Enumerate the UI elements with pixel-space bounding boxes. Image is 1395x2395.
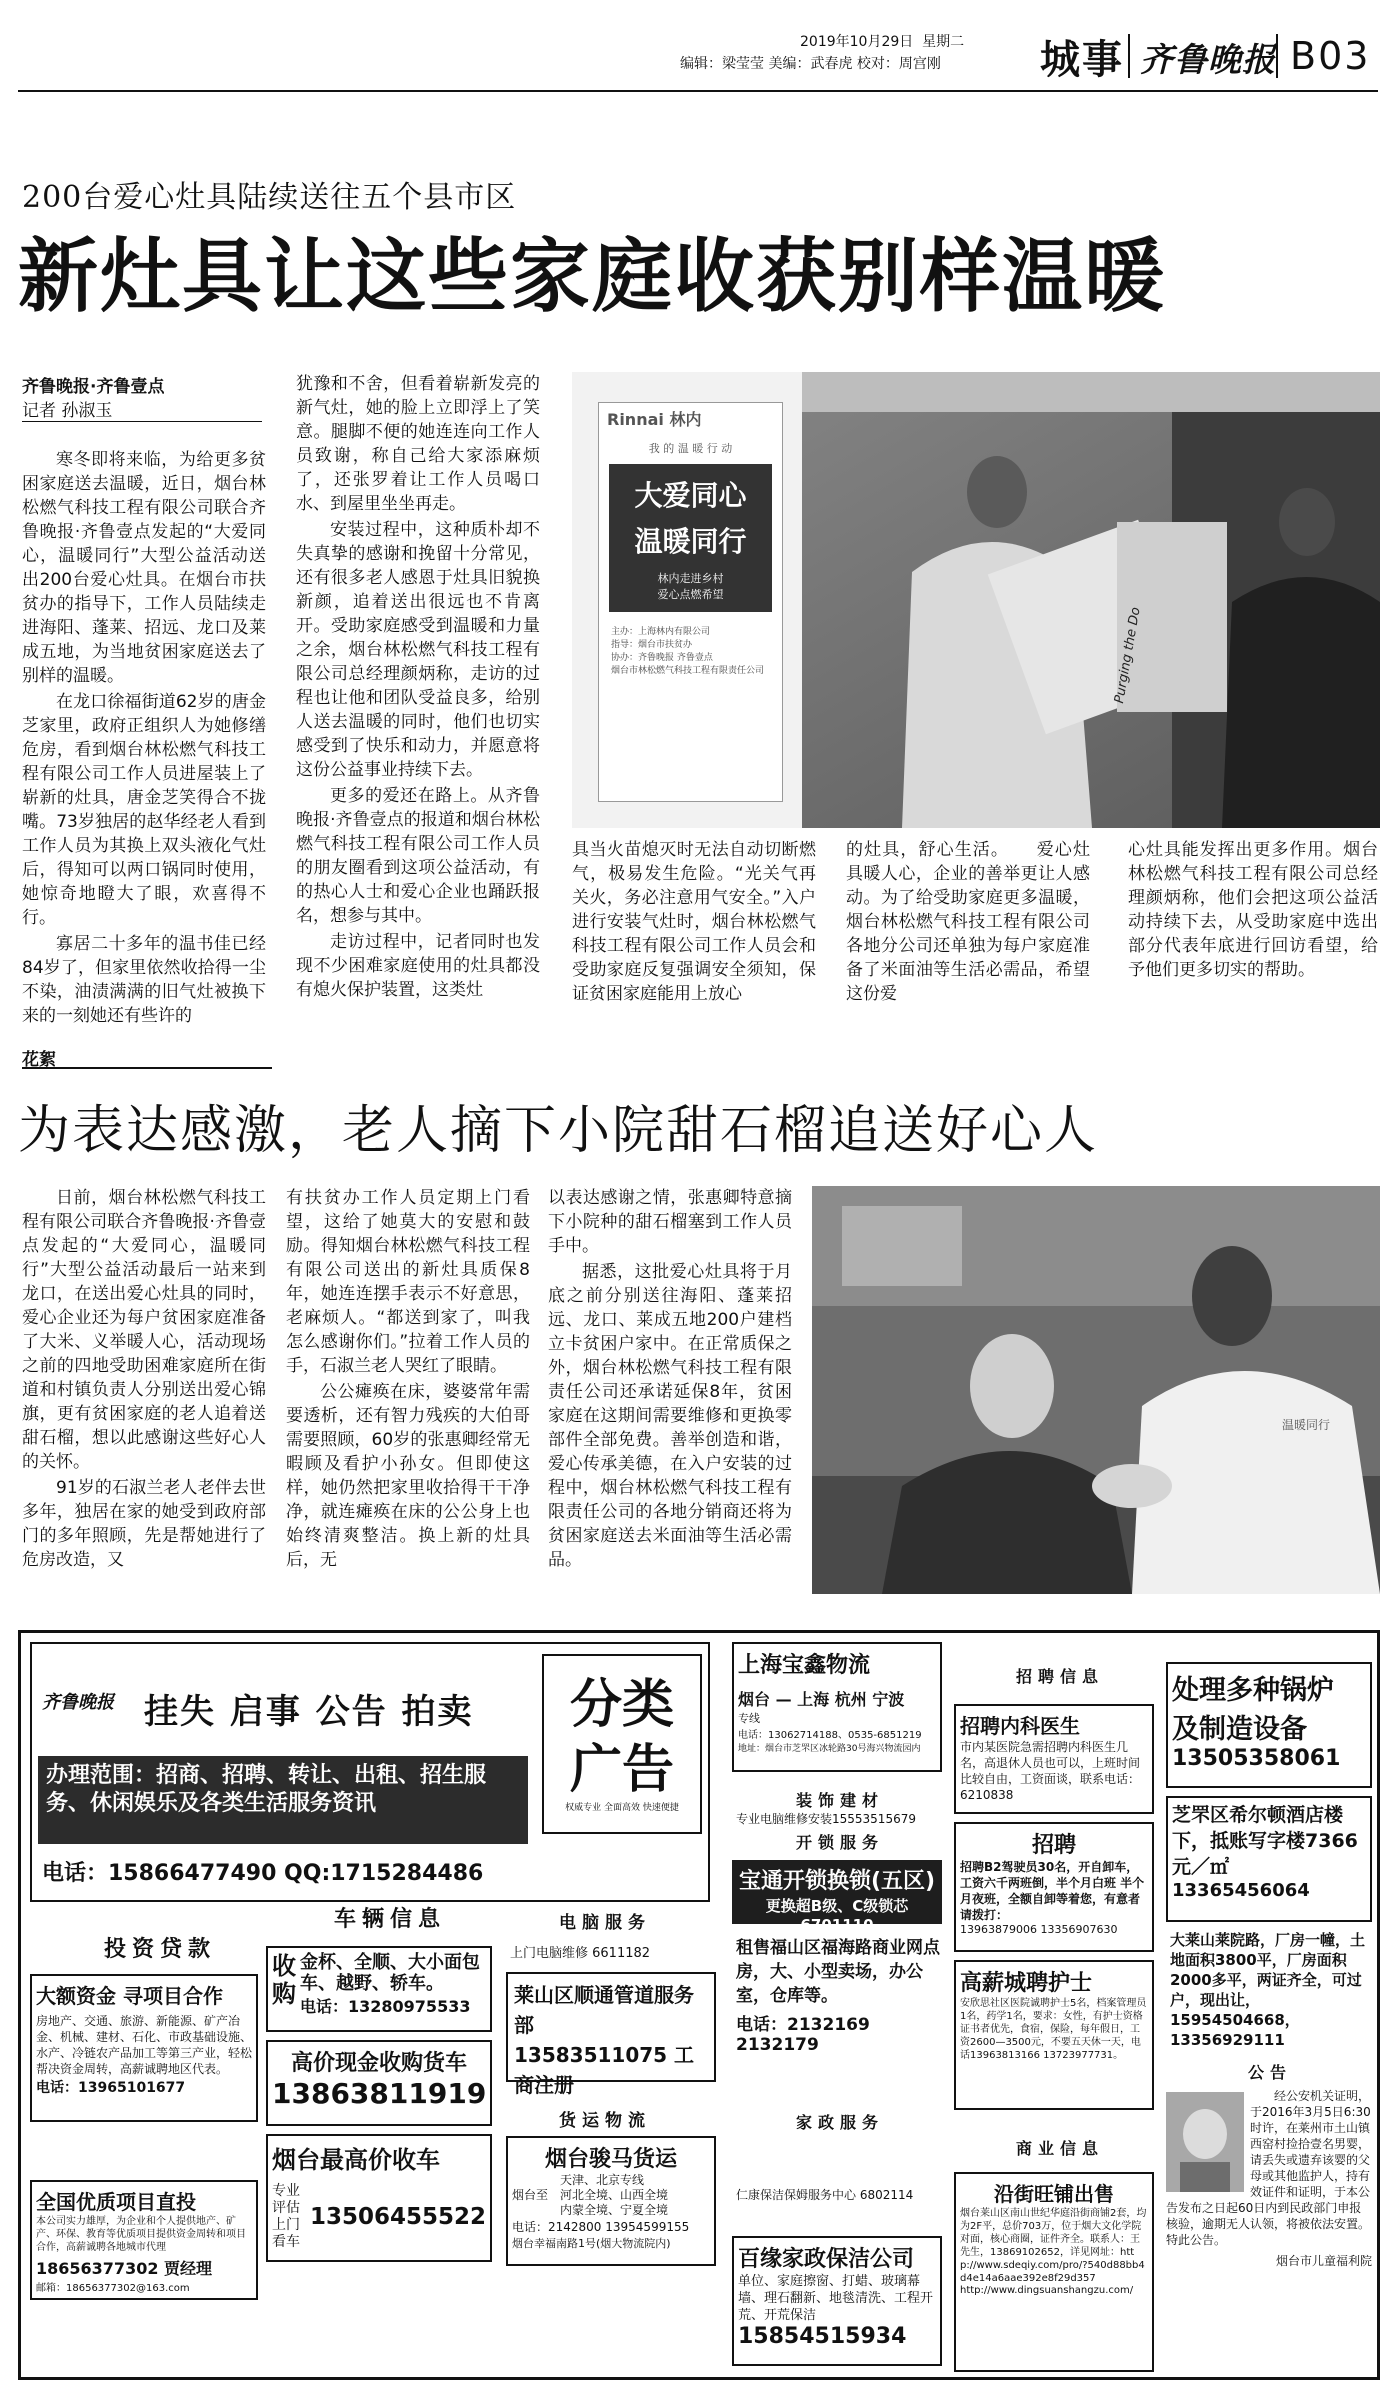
poster-slogan-2: 温暖同行 [634,525,747,558]
ad-body: 市内某医院急需招聘内科医生几名，高退休人员也可以，上班时间比较自由，工资面谈，联系电话：6210838 [960,1740,1141,1802]
ad-phone: 电话：2142800 13954599155 [512,2220,690,2234]
ad-title: 宝通开锁换锁(五区) [738,1869,936,1894]
paragraph: 的灶具，舒心生活。 爱心灶具暖人心，企业的善举更让人感动。为了给受助家庭更多温暖，烟台林松燃气科技工程有限公司各地分公司还单独为每户家庭准备了米面油等生活必需品，希望这份爱 [846,840,1090,1004]
ad-line: 上门看车 [272,2217,300,2250]
header-rule [18,90,1378,92]
poster-organizer: 主办：上海林内有限公司 [611,627,711,637]
ad-truck-buy [266,2040,492,2126]
ad-finance-2 [30,2180,258,2300]
article2-col1 [22,1186,266,1574]
ad-body: 房地产、交通、旅游、新能源、矿产冶金、机械、建材、石化、市政基础设施、水产、冷链农产品加工等第三产业，轻松帮决资金周转，高薪诚聘地区代表。 [36,2014,253,2076]
paragraph: 安装过程中，这种质朴却不失真挚的感谢和挽留十分常见，还有很多老人感恩于灶具旧貌换新颜，追着送出很远也不肯离开。受助家庭感受到温暖和力量之余，烟台林松燃气科技工程有限公司总经理颜炳称，走访的过程也让他和团队受益良多，给别人送去温暖的同时，他们也切实感受到了快乐和动力，并愿意将这份公益事业持续下去。 [296,520,540,780]
article1-col2 [296,372,540,1004]
ad-phone: 13505358061 [1172,1746,1341,1771]
category-notice: 公告 [1247,2063,1292,2082]
ad-computer: 上门电脑维修 6611182 [510,1946,651,1961]
baby-photo [1166,2092,1244,2192]
ad-phone: 13583511075 工商注册 [514,2043,695,2097]
ad-badge: 收购 [272,1952,296,2008]
poster-sub-1: 林内走进乡村 [657,572,724,585]
article-headline: 新灶具让这些家庭收获别样温暖 [18,229,1166,323]
main-ad-headline: 挂失 启事 公告 拍卖 [144,1692,474,1732]
ad-phone: 15854515934 [738,2324,907,2349]
ad-title: 高价现金收购货车 [290,2051,467,2076]
notice-ad [1166,2088,1372,2372]
ad-phone: 电话：2132169 2132179 [736,2015,870,2055]
ad-body: 本公司实力雄厚，为企业和个人提供地产、矿产、环保、教育等优质项目提供资金周转和项目合作，高薪诚聘各地城市代理 [36,2216,246,2253]
ad-title: 烟台骏马货运 [544,2147,677,2172]
badge-bottom: 广告 [569,1740,674,1800]
article-subtitle: 200台爱心灶具陆续送往五个县市区 [22,180,517,215]
paragraph: 日前，烟台林松燃气科技工程有限公司联合齐鲁晚报·齐鲁壹点发起的“大爱同心，温暖同行”大型公益活动最后一站来到龙口，在送出爱心灶具的同时，爱心企业还为每户贫困家庭准备了大米、义举暖人心，活动现场之前的四地受助困难家庭所在街道和村镇负责人分别送出爱心锦旗，更有贫困家庭的老人追着送甜石榴，想以此感谢这些好心人的关怀。 [22,1188,266,1472]
ad-route: 烟台 — 上海 杭州 宁波 [738,1690,905,1709]
ad-body: 安欣思社区医院诚聘护士5名，档案管理员1名，药学1名，要求：女性，有护士资格证书者优先，食宿，保险，每年假日，工资2600—3500元，不要五天休一天，电话13963813166 13723977731。 [960,1998,1147,2061]
badge-top: 分类 [569,1675,674,1735]
page-number: B03 [1290,34,1371,78]
article2-headline: 为表达感激，老人摘下小院甜石榴追送好心人 [18,1101,1099,1161]
ad-title: 处理多种锅炉 [1172,1675,1334,1706]
notice-signature: 烟台市儿童福利院 [1275,2254,1372,2268]
poster-brand: Rinnai 林内 [607,410,702,429]
ad-housekeeping [732,2236,942,2366]
ad-website: http://www.dingsuanshangzu.com/ [960,2285,1134,2296]
ad-title: 芝罘区希尔顿酒店楼下，抵账写字楼7366元／㎡ [1172,1804,1358,1878]
ad-phone: 电话：13965101677 [36,2080,186,2096]
paragraph: 走访过程中，记者同时也发现不少困难家庭使用的灶具都没有熄火保护装置，这类灶 [296,932,540,1000]
issue-date: 2019年10月29日 星期二 [800,34,965,50]
section-tag [22,1045,272,1069]
paragraph: 更多的爱还在路上。从齐鲁晚报·齐鲁壹点的报道和烟台林松燃气科技工程有限公司工作人员的朋友圈看到这项公益活动，有的热心人士和爱心企业也踊跃报名，想参与其中。 [296,786,540,926]
article1-photo [572,372,1380,828]
ad-job-driver [954,1822,1154,1952]
article2-col3 [548,1186,792,1574]
ad-finance-1 [30,1974,258,2122]
poster-guide: 指导：烟台市扶贫办 [611,640,693,650]
ad-address: 地址：烟台市芝罘区冰轮路30号海兴物流园内 [738,1744,921,1754]
ad-rent [736,1936,942,2055]
ad-title: 烟台最高价收车 [272,2146,440,2174]
ad-lock [732,1860,942,1934]
classified-badge [542,1654,702,1834]
paragraph: 心灶具能发挥出更多作用。烟台林松燃气科技工程有限公司总经理颜炳称，他们会把这项公益活动持续下去，从受助家庭中选出部分代表年底进行回访看望，给予他们更多切实的帮助。 [1128,840,1378,980]
ad-freight [506,2136,716,2266]
ad-phone: 13863811919 [272,2077,487,2110]
ad-car-top-price [266,2134,492,2262]
paragraph: 公公瘫痪在床，婆婆常年需要透析，还有智力残疾的大伯哥需要照顾，60岁的张惠卿经常无暇顾及看护小孙女。但即使这样，她仍然把家里收拾得干干净净，就连瘫痪在床的公公身上也始终清爽整洁。换上新的灶具后，无 [286,1382,530,1570]
paragraph: 寡居二十多年的温书佳已经84岁了，但家里依然收拾得一尘不染，油渍满满的旧气灶被换下来的一刻她还有些许的 [22,934,266,1026]
scope-text: 招商、招聘、转让、出租、招生服务、休闲娱乐及各类生活服务资讯 [46,1763,487,1816]
promo-poster [598,402,783,802]
ad-line: 内蒙全境、宁夏全境 [560,2203,669,2217]
ad-cleaning-center: 仁康保洁保姆服务中心 6802114 [736,2188,914,2202]
newspaper-logo: 齐鲁晚报 [42,1692,114,1713]
ad-title: 百缘家政保洁公司 [738,2247,915,2272]
article2-photo [812,1186,1380,1594]
article1-col5 [1128,838,1378,984]
byline-reporter: 记者 孙淑玉 [22,396,262,422]
ad-shop-sale [954,2172,1154,2372]
article1-col3 [572,838,816,1008]
ad-title: 莱山区顺通管道服务部 [514,1983,694,2037]
ad-hotel-office [1166,1796,1372,1922]
ad-boiler [1166,1662,1372,1788]
poster-tagline: 我 的 温 暖 行 动 [648,442,733,455]
ad-phone: 18656377302 贾经理 [36,2259,213,2278]
ad-line: 烟台至 [512,2188,549,2202]
ad-body: 金杯、全顺、大小面包车、越野、轿车。 [300,1952,480,1994]
poster-sub-2: 爱心点燃希望 [657,588,724,601]
ad-phone: 电话：13062714188、0535-6851219 [738,1730,922,1741]
ad-title: 全国优质项目直投 [36,2190,196,2214]
ad-job-doctor [954,1704,1154,1814]
brand-logo: 齐鲁晚报 [1140,40,1276,79]
ad-title: 大额资金 寻项目合作 [36,1984,223,2008]
section-name: 城事 [1040,36,1124,83]
byline-outlet: 齐鲁晚报·齐鲁壹点 [22,377,165,397]
tag-label: 花絮 [22,1050,56,1070]
category-jobs: 招聘信息 [1015,1667,1104,1686]
paragraph: 在龙口徐福街道62岁的唐金芝家里，政府正组织人为她修缮危房，看到烟台林松燃气科技工程有限公司工作人员进屋装上了崭新的灶具，唐金芝笑得合不拢嘴。73岁独居的赵华经老人看到工作人员为其换上双头液化气灶后，得知可以两口锅同时使用，她惊奇地瞪大了眼，欢喜得不行。 [22,692,266,928]
article2-col2 [286,1186,530,1574]
ad-title: 招聘 [1031,1833,1076,1858]
notice-body: 经公安机关证明，于2016年3月5日6:30时许，在莱州市土山镇西窑村捡拾壹名男婴，请丢失或遗弃该婴的父母或其他监护人，持有效证件和证明，于本公告发布之日起60日内到民政部门申报核验，逾期无人认领，将被依法安置。特此公告。 [1166,2089,1371,2247]
category-finance: 投资贷款 [103,1937,216,1962]
ad-phone: 13365456064 [1172,1880,1310,1901]
category-business: 商业信息 [1015,2139,1104,2158]
ad-plant: 大莱山莱院路，厂房一幢，土地面积3800平，厂房面积2000多平，两证齐全，可过户，现出让，15954504668，13356929111 [1170,1931,1366,2049]
paragraph: 有扶贫办工作人员定期上门看望，这给了她莫大的安慰和鼓励。得知烟台林松燃气科技工程有限公司送出的新灶具质保8年，她连连摆手表示不好意思，老麻烦人。“都送到家了，叫我怎么感谢你们。”拉着工作人员的手，石淑兰老人哭红了眼睛。 [286,1188,530,1376]
category-logistics: 货运物流 [559,2111,651,2131]
ad-title: 及制造设备 [1172,1714,1307,1745]
paragraph: 以表达感谢之情，张惠卿特意摘下小院种的甜石榴塞到工作人员手中。 [548,1188,792,1256]
ad-title: 上海宝鑫物流 [738,1653,871,1678]
category-decor: 装饰建材 [795,1791,884,1810]
paragraph: 犹豫和不舍，但看着崭新发亮的新气灶，她的脸上立即浮上了笑意。腿脚不便的她连连向工作人员致谢，称自己给大家添麻烦了，还张罗着让工作人员喝口水、到屋里坐坐再走。 [296,374,540,514]
ad-line: 专业评估 [272,2183,300,2216]
paragraph: 具当火苗熄灭时无法自动切断燃气，极易发生危险。“光关气再关火，务必注意用气安全。”入户进行安装气灶时，烟台林松燃气科技工程有限公司工作人员会和受助家庭反复强调安全须知，保证贫困家庭能用上放心 [572,840,816,1004]
paragraph: 寒冬即将来临，为给更多贫困家庭送去温暖，近日，烟台林松燃气科技工程有限公司联合齐鲁晚报·齐鲁壹点发起的“大爱同心，温暖同行”大型公益活动送出200台爱心灶具。在烟台市扶贫办的指导下，工作人员陆续走进海阳、蓬莱、招远、龙口及莱成五地，为当地贫困家庭送去了别样的温暖。 [22,450,266,686]
ad-title: 招聘内科医生 [960,1714,1080,1738]
elderly-woman-thanks-volunteer-photo [812,1186,1380,1594]
scope-box [38,1756,528,1844]
ad-body: 招聘B2驾驶员30名，开自卸车，工资六千两班倒，半个月白班 半个月夜班，全额自卸等着您，有意者请拨打： [960,1860,1145,1922]
box-print: Purging the Do [1112,606,1144,705]
ad-title: 沿街旺铺出售 [994,2182,1114,2206]
banner-text: 温暖同行 [1282,1418,1331,1432]
poster-co-organizer: 协办：齐鲁晚报 齐鲁壹点 [611,653,713,663]
article1-col4 [846,838,1090,1008]
scope-label: 办理范围： [46,1763,157,1788]
poster-company: 烟台市林松燃气科技工程有限责任公司 [611,666,765,676]
ad-line: 天津、北京专线 [560,2173,645,2187]
poster-slogan-1: 大爱同心 [634,479,747,512]
category-computer: 电脑服务 [559,1913,651,1933]
editor-line: 编辑：梁莹莹 美编：武春虎 校对：周宫刚 [680,56,941,72]
article1-col1 [22,448,266,1030]
paragraph: 据悉，这批爱心灶具将于月底之前分别送往海阳、蓬莱招远、龙口、莱成五地200户建档立卡贫困户家中。在正常质保之外，烟台林松燃气科技工程有限责任公司还承诺延保8年，贫困家庭在这期间需要维修和更换零部件全部免费。善举创造和谐，爱心传承美德，在入户安装的过程中，烟台林松燃气科技工程有限责任公司的各地分销商还将为贫困家庭送去米面油等生活必需品。 [548,1262,792,1570]
category-lock: 开锁服务 [795,1833,884,1852]
ad-phone: 更换超B级、C级锁芯6701110 [765,1897,909,1934]
classified-main-ad [30,1642,710,1902]
ad-phone: 电话：13280975533 [300,1997,471,2016]
ad-phone: 13963879006 13356907630 [960,1923,1118,1936]
paragraph: 91岁的石淑兰老人老伴去世多年，独居在家的她受到政府部门的多年照顾，先是帮她进行了危房改造，又 [22,1478,266,1570]
badge-note: 权威专业 全面高效 快速便捷 [565,1803,679,1813]
ad-body: 烟台莱山区南山世纪华庭沿街商铺2套，均为2F平，总价703万，位于烟大文化学院对面，核心商圈，证件齐全。联系人：王先生，13869102652，详见网址：http://www.sdeqiy.com/pro/?540d88bb4d4e14a6aae392e8f29d357 [960,2208,1147,2284]
ad-line: 河北全境、山西全境 [560,2188,669,2202]
ad-body: 单位、家庭擦窗、打蜡、玻璃幕墙、理石翻新、地毯清洗、工程开荒、开荒保洁 [738,2274,934,2323]
ad-title: 高薪城聘护士 [960,1971,1093,1996]
ad-phone: 13506455522 [309,2204,486,2230]
ad-body: 租售福山区福海路商业网点房，大、小型卖场，办公室，仓库等。 [736,1938,940,2006]
ad-note: 专线 [738,1712,760,1725]
ad-job-nurse [954,1960,1154,2110]
category-housekeeping: 家政服务 [795,2113,884,2132]
category-car: 车辆信息 [333,1907,446,1932]
baby-photo-image [1166,2092,1244,2192]
ad-pipe [506,1972,716,2097]
ad-address: 烟台幸福南路1号(烟大物流院内) [512,2237,671,2250]
ad-logistics [732,1642,942,1772]
ad-car-buy [266,1946,492,2032]
ad-email: 邮箱：18656377302@163.com [36,2283,190,2294]
main-ad-contact: 电话：15866477490 QQ:1715284486 [42,1861,484,1886]
ad-deco: 专业电脑维修安装15553515679 [736,1812,916,1826]
